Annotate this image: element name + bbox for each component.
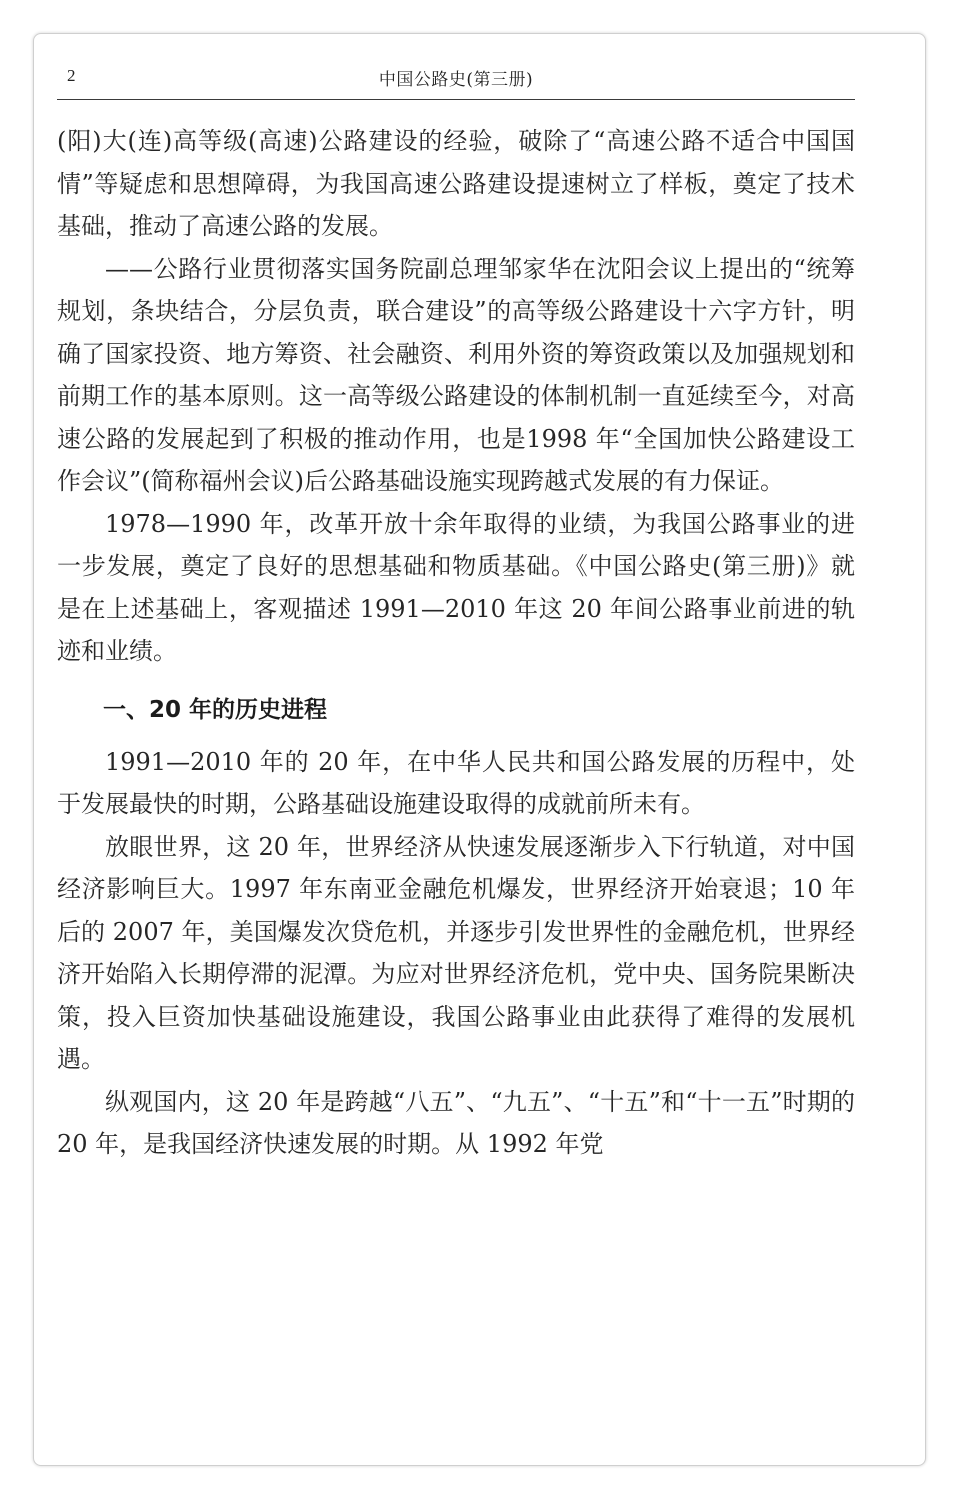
paragraph: ——公路行业贯彻落实国务院副总理邹家华在沈阳会议上提出的“统筹规划，条块结合，分层负责，联合建设”的高等级公路建设十六字方针，明确了国家投资、地方筹资、社会融资、利用外资的筹资政策以及加强规划和前期工作的基本原则。这一高等级公路建设的体制机制一直延续至今，对高速公路的发展起到了积极的推动作用，也是1998 年“全国加快公路建设工作会议”(简称福州会议)后公路基础设施实现跨越式发展的有力保证。 (57, 254, 855, 495)
paragraph: 放眼世界，这 20 年，世界经济从快速发展逐渐步入下行轨道，对中国经济影响巨大。1997 年东南亚金融危机爆发，世界经济开始衰退；10 年后的 2007 年，美国爆发次贷危机，并逐步引发世界性的金融危机，世界经济开始陷入长期停滞的泥潭。为应对世界经济危机，党中央、国务院果断决策，投入巨资加快基础设施建设，我国公路事业由此获得了难得的发展机遇。 (57, 832, 855, 1073)
paragraph: 纵观国内，这 20 年是跨越“八五”、“九五”、“十五”和“十一五”时期的 20 年，是我国经济快速发展的时期。从 1992 年党 (57, 1087, 855, 1158)
page-number: 2 (67, 66, 76, 85)
document-body (57, 120, 855, 1166)
paragraph: 1991—2010 年的 20 年，在中华人民共和国公路发展的历程中，处于发展最快的时期，公路基础设施建设取得的成就前所未有。 (57, 747, 855, 818)
header-rule (57, 99, 855, 100)
paragraph-continued: (阳)大(连)高等级(高速)公路建设的经验，破除了“高速公路不适合中国国情”等疑虑和思想障碍，为我国高速公路建设提速树立了样板，奠定了技术基础，推动了高速公路的发展。 (57, 127, 855, 240)
page-header (57, 62, 855, 98)
paragraph: 1978—1990 年，改革开放十余年取得的业绩，为我国公路事业的进一步发展，奠定了良好的思想基础和物质基础。《中国公路史(第三册)》就是在上述基础上，客观描述 1991—2010 年这 20 年间公路事业前进的轨迹和业绩。 (57, 509, 855, 665)
section-heading: 一、20 年的历史进程 (103, 696, 328, 723)
running-title: 中国公路史(第三册) (378, 70, 534, 90)
